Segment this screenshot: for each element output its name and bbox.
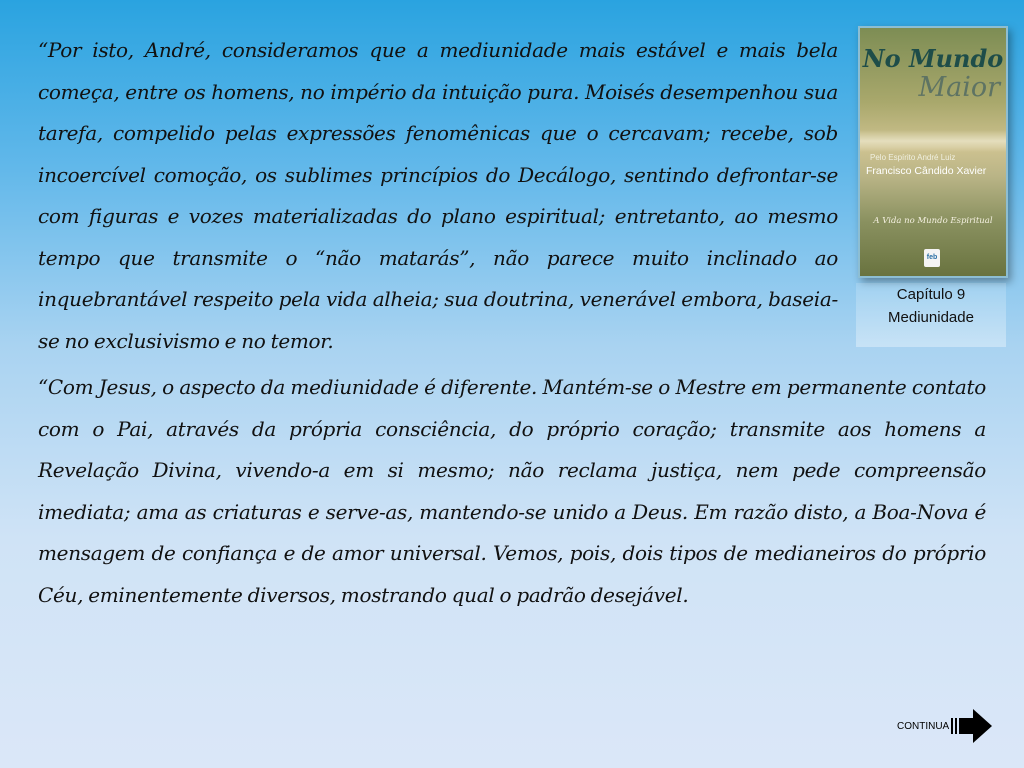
book-cover-image <box>858 26 1008 278</box>
paragraph-moises: “Por isto, André, consideramos que a mediunidade mais estável e mais bela começa, entre os homens, no império da intuição pura. Moisés desempenhou sua tarefa, compelido pelas expressões fenomênicas que o cercavam; recebe, sob incoercível comoção, os sublimes princípios do Decálogo, sentindo defrontar-se com figuras e vozes materializadas do plano espiritual; entretanto, ao mesmo tempo que transmite o “não matarás”, não parece muito inclinado ao inquebrantável respeito pela vida alheia; sua doutrina, venerável embora, baseia-se no exclusivismo e no temor. <box>38 38 838 353</box>
book-medium: Francisco Cândido Xavier <box>866 165 987 177</box>
continue-button[interactable] <box>897 708 993 744</box>
book-title-line2: Maior <box>918 72 1000 103</box>
paragraph-jesus: “Com Jesus, o aspecto da mediunidade é diferente. Mantém-se o Mestre em permanente contato com o Pai, através da própria consciência, do próprio coração; transmite aos homens a Revelação Divina, vivendo-a em si mesmo; não reclama justiça, nem pede compreensão imediata; ama as criaturas e serve-as, mantendo-se unido a Deus. Em razão disto, a Boa-Nova é mensagem de confiança e de amor universal. Vemos, pois, dois tipos de medianeiros do próprio Céu, eminentemente diversos, mostrando qual o padrão desejável. <box>38 375 986 607</box>
continue-label: CONTINUA <box>897 720 950 732</box>
book-cover-wave <box>860 130 1006 152</box>
chapter-number: Capítulo 9 <box>896 286 966 303</box>
book-spirit-author: Pelo Espírito André Luiz <box>870 153 956 162</box>
chapter-topic: Mediunidade <box>888 309 974 326</box>
book-title-line1: No Mundo <box>862 44 1004 73</box>
publisher-logo-icon: feb <box>924 249 940 267</box>
chapter-caption <box>856 283 1006 347</box>
book-subtitle: A Vida no Mundo Espiritual <box>873 216 993 226</box>
arrow-right-icon <box>951 708 993 744</box>
